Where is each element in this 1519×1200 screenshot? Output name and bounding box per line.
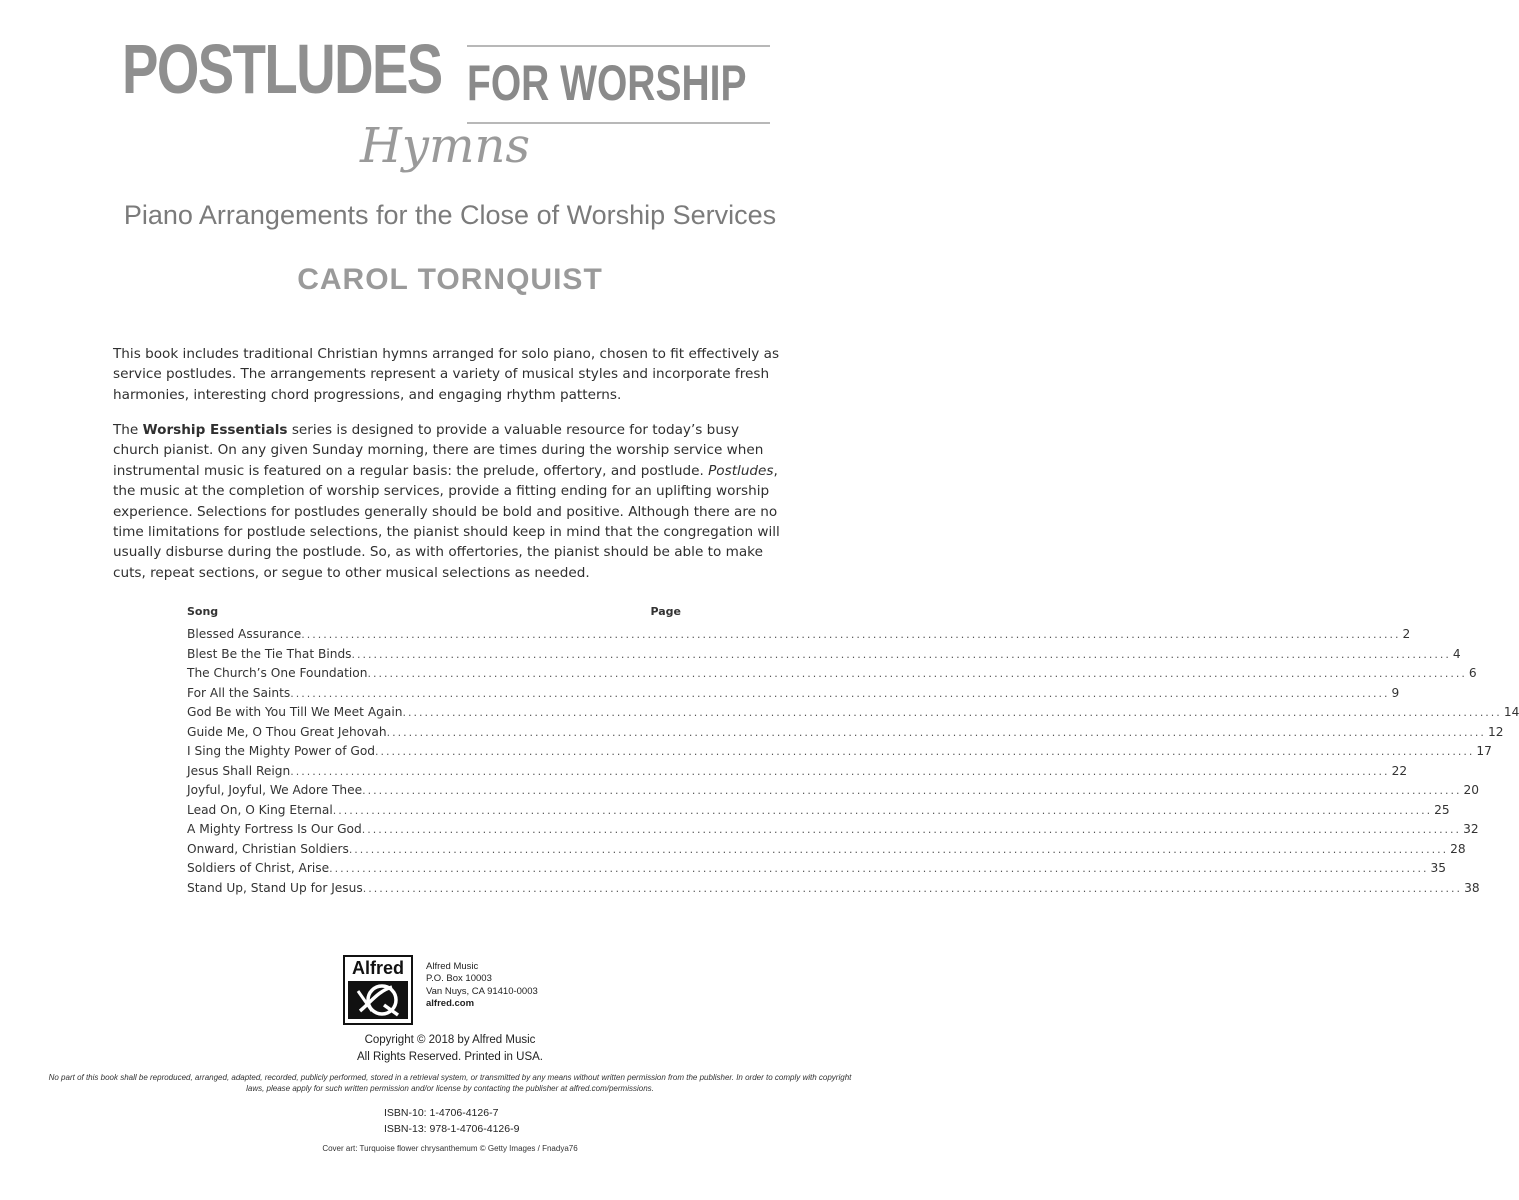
toc-row xyxy=(187,685,1400,706)
isbn-10: ISBN-10: 1-4706-4126-7 xyxy=(384,1107,499,1119)
toc-row xyxy=(187,802,1450,823)
toc-page-number: 14 xyxy=(1503,705,1519,719)
alfred-logo xyxy=(343,955,413,1025)
toc-page-number: 12 xyxy=(1487,724,1504,739)
toc-leader-dots: ........................................................................................................................................................................................................ xyxy=(375,745,1475,758)
publisher-city: Van Nuys, CA 91410-0003 xyxy=(426,985,538,997)
para-text: series is designed to provide a valuable resource for today’s busy church pianist. On any given Sunday morning, there are times during the worship service when instrumental music is featured on a regular basis: the prelude, offertory, and postlude. xyxy=(113,422,764,479)
toc-song-title: Lead On, O King Eternal xyxy=(187,802,333,817)
book-title-sub: FOR WORSHIP xyxy=(467,55,747,111)
toc-leader-dots: ........................................................................................................................................................................................................ xyxy=(367,667,1467,680)
toc-song-title: Blessed Assurance xyxy=(187,627,302,641)
intro-paragraph: This book includes traditional Christian hymns arranged for solo piano, chosen to fit effectively as service postludes. The arrangements represent a variety of musical styles and incorporate fresh harmonies, interesting chord progressions, and engaging rhythm patterns. xyxy=(113,346,780,403)
toc-song-title: Onward, Christian Soldiers xyxy=(187,841,349,856)
toc-page-number: 28 xyxy=(1450,841,1466,856)
contents-table xyxy=(187,605,1519,900)
rights-line: All Rights Reserved. Printed in USA. xyxy=(357,1051,543,1063)
toc-page-number: 20 xyxy=(1463,783,1479,797)
toc-song-title: Joyful, Joyful, We Adore Thee xyxy=(187,783,363,797)
publisher-box: P.O. Box 10003 xyxy=(426,973,492,985)
toc-song-title: I Sing the Mighty Power of God xyxy=(187,744,376,758)
toc-song-title: Guide Me, O Thou Great Jehovah xyxy=(187,724,387,739)
book-subtitle: Piano Arrangements for the Close of Worship Services xyxy=(123,200,777,230)
para-text: The xyxy=(113,422,143,438)
toc-page-number: 25 xyxy=(1434,802,1450,817)
toc-leader-dots: ........................................................................................................................................................................................................ xyxy=(351,647,1451,661)
toc-song-title: Soldiers of Christ, Arise xyxy=(187,861,330,875)
contents-header xyxy=(187,605,681,627)
contents-rows xyxy=(187,627,1519,900)
toc-page-number: 22 xyxy=(1391,763,1408,778)
publisher-address xyxy=(426,961,538,1010)
toc-leader-dots: ........................................................................................................................................................................................................ xyxy=(362,881,1463,895)
toc-row xyxy=(187,783,1479,803)
toc-leader-dots: ........................................................................................................................................................................................................ xyxy=(361,823,1462,836)
toc-page-number: 32 xyxy=(1463,822,1479,836)
legal-notice: No part of this book shall be reproduced, arranged, adapted, recorded, publicly performed, stored in a retrieval system, or transmitted by any means without written permission from the publisher. In order to comply with copyright laws, please apply for such written permission and/or license by contacting the publisher at alfred.com/permissions. xyxy=(48,1073,852,1093)
toc-song-title: A Mighty Fortress Is Our God xyxy=(187,822,362,836)
toc-page-number: 38 xyxy=(1464,880,1480,895)
toc-song-title: For All the Saints xyxy=(187,685,291,700)
toc-leader-dots: ........................................................................................................................................................................................................ xyxy=(348,842,1449,856)
toc-row xyxy=(187,705,1519,725)
toc-row xyxy=(187,841,1466,862)
toc-leader-dots: ........................................................................................................................................................................................................ xyxy=(402,706,1502,719)
toc-row xyxy=(187,763,1408,784)
copyright-line: Copyright © 2018 by Alfred Music xyxy=(364,1034,536,1046)
author-name: CAROL TORNQUIST xyxy=(297,263,603,296)
toc-row xyxy=(187,822,1479,842)
book-title: POSTLUDES xyxy=(122,30,442,108)
postludes-term: Postludes xyxy=(708,462,774,479)
toc-song-title: God Be with You Till We Meet Again xyxy=(187,705,403,719)
toc-song-title: Jesus Shall Reign xyxy=(187,763,291,778)
toc-page-number: 4 xyxy=(1452,646,1461,661)
toc-row xyxy=(187,627,1411,647)
toc-row xyxy=(187,744,1492,764)
book-title-script: Hymns xyxy=(360,118,531,174)
series-paragraph xyxy=(113,420,789,583)
page-column-header: Page xyxy=(650,605,681,618)
toc-row xyxy=(187,880,1480,901)
isbn-13: ISBN-13: 978-1-4706-4126-9 xyxy=(384,1122,520,1135)
toc-leader-dots: ........................................................................................................................................................................................................ xyxy=(386,725,1486,739)
toc-row xyxy=(187,861,1446,881)
isbn-block xyxy=(384,1106,519,1137)
toc-leader-dots: ........................................................................................................................................................................................................ xyxy=(301,628,1401,641)
toc-leader-dots: ........................................................................................................................................................................................................ xyxy=(290,686,1390,700)
toc-leader-dots: ........................................................................................................................................................................................................ xyxy=(290,764,1390,778)
title-rule-top xyxy=(467,45,770,47)
toc-page-number: 35 xyxy=(1430,861,1446,875)
toc-page-number: 17 xyxy=(1476,744,1492,758)
toc-song-title: Blest Be the Tie That Binds xyxy=(187,646,352,661)
logo-emblem-icon xyxy=(348,981,408,1019)
toc-leader-dots: ........................................................................................................................................................................................................ xyxy=(329,862,1429,875)
toc-row xyxy=(187,666,1477,686)
song-column-header: Song xyxy=(187,605,219,618)
cover-art-credit: Cover art: Turquoise flower chrysanthemum © Getty Images / Fnadya76 xyxy=(322,1144,578,1153)
toc-row xyxy=(187,646,1461,667)
publisher-name: Alfred Music xyxy=(426,961,479,972)
copyright-notice xyxy=(0,1032,900,1066)
toc-leader-dots: ........................................................................................................................................................................................................ xyxy=(362,784,1462,797)
toc-song-title: The Church’s One Foundation xyxy=(187,666,368,680)
toc-page-number: 9 xyxy=(1391,685,1400,700)
logo-wordmark: Alfred xyxy=(351,958,404,978)
toc-song-title: Stand Up, Stand Up for Jesus xyxy=(187,880,363,895)
toc-page-number: 6 xyxy=(1468,666,1477,680)
toc-row xyxy=(187,724,1504,745)
toc-page-number: 2 xyxy=(1402,627,1411,641)
toc-leader-dots: ........................................................................................................................................................................................................ xyxy=(332,803,1433,817)
para-text: , the music at the completion of worship services, provide a fitting ending for an uplifting worship experience. Selections for postludes generally should be bold and positive. Although there are no time limitations for postlude selections, the pianist should keep in mind that the congregation will usually disburse during the postlude. So, as with offertories, the pianist should be able to make cuts, repeat sections, or segue to other musical selections as needed. xyxy=(113,462,780,581)
publisher-website[interactable]: alfred.com xyxy=(426,997,475,1009)
series-name: Worship Essentials xyxy=(142,422,288,438)
